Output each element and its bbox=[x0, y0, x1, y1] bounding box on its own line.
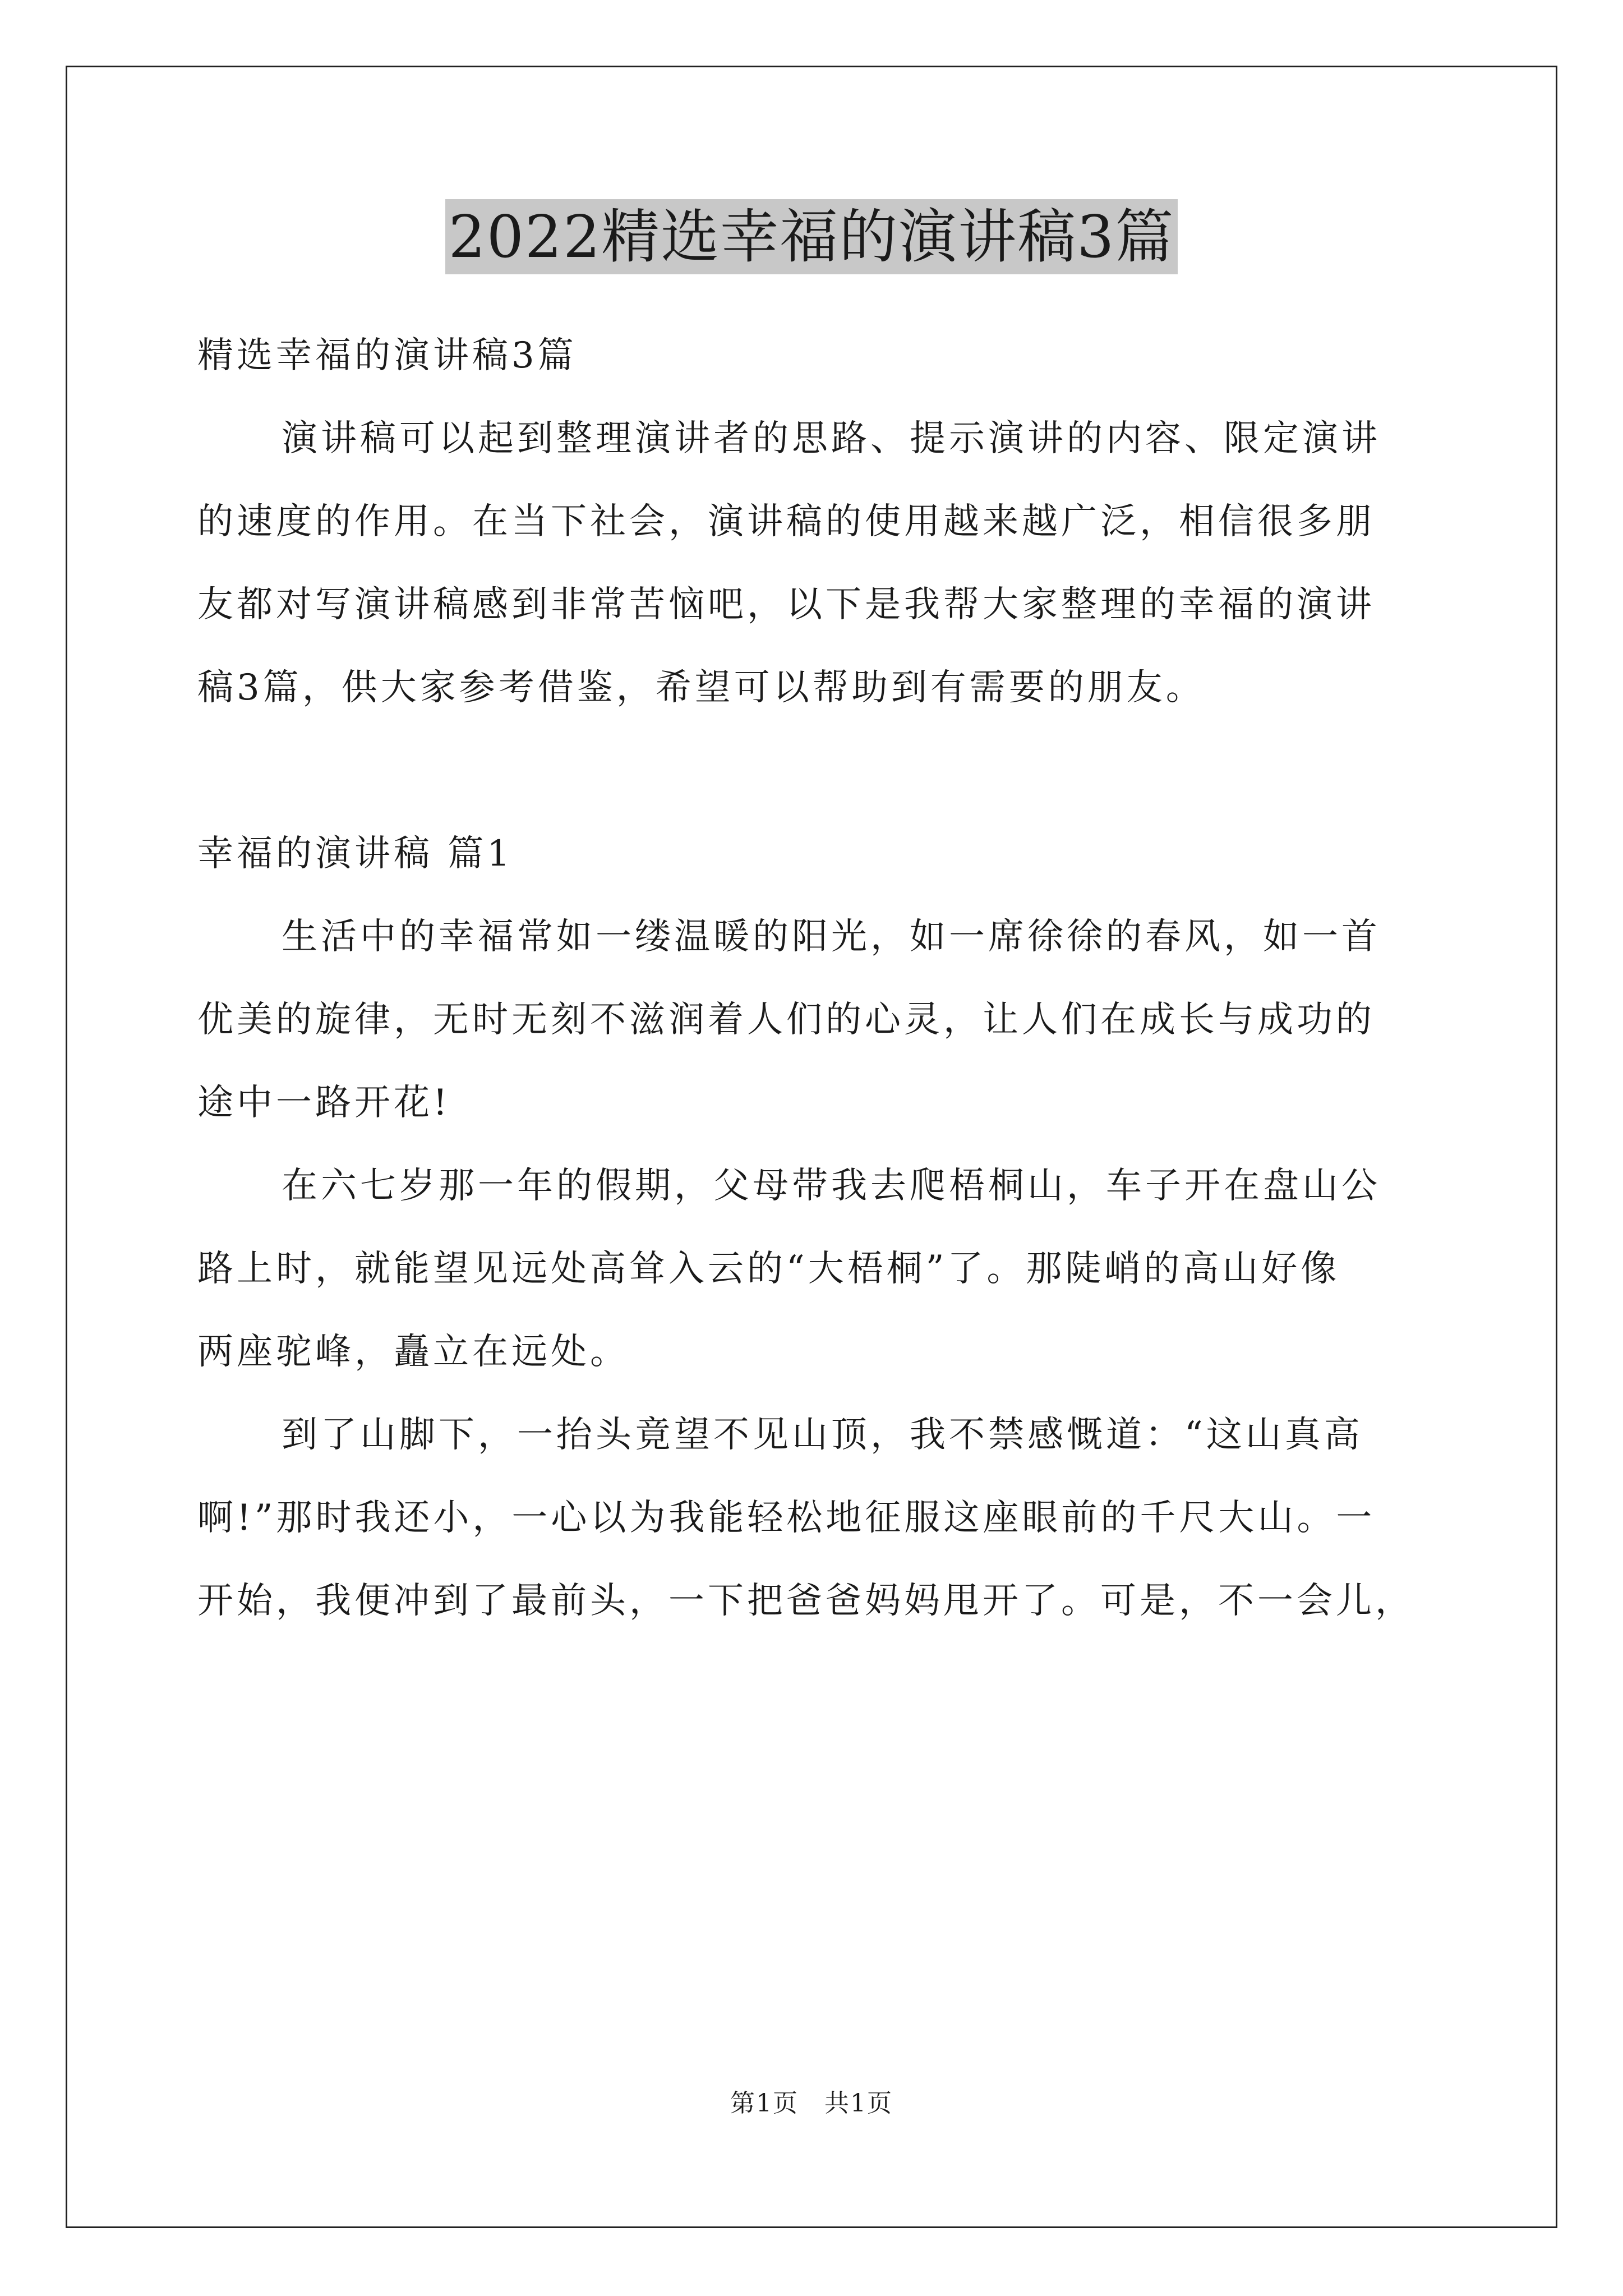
text-line: 生活中的幸福常如一缕温暖的阳光，如一席徐徐的春风，如一首 bbox=[282, 916, 1381, 958]
text-line: 演讲稿可以起到整理演讲者的思路、提示演讲的内容、限定演讲 bbox=[282, 418, 1381, 459]
section-heading: 幸福的演讲稿 篇1 bbox=[197, 833, 514, 875]
text-line: 友都对写演讲稿感到非常苦恼吧，以下是我帮大家整理的幸福的演讲 bbox=[197, 584, 1375, 625]
blank-line bbox=[197, 729, 1431, 812]
text-line: 途中一路开花! bbox=[197, 1082, 451, 1124]
text-line: 稿3篇，供大家参考借鉴，希望可以帮助到有需要的朋友。 bbox=[197, 667, 1205, 708]
paragraph-3 bbox=[197, 1393, 1431, 1642]
text-line: 的速度的作用。在当下社会，演讲稿的使用越来越广泛，相信很多朋 bbox=[197, 501, 1375, 542]
document-subtitle: 精选幸福的演讲稿3篇 bbox=[197, 335, 577, 376]
text-line: 路上时，就能望见远处高耸入云的“大梧桐”了。那陡峭的高山好像 bbox=[197, 1248, 1340, 1290]
text-line: 到了山脚下，一抬头竟望不见山顶，我不禁感慨道：“这山真高 bbox=[282, 1414, 1363, 1456]
document-title bbox=[0, 197, 1623, 276]
text-line: 优美的旋律，无时无刻不滋润着人们的心灵，让人们在成长与成功的 bbox=[197, 999, 1375, 1041]
document-title-text: 2022精选幸福的演讲稿3篇 bbox=[445, 199, 1178, 274]
intro-paragraph bbox=[197, 397, 1431, 729]
document-body bbox=[197, 314, 1431, 1642]
paragraph-2 bbox=[197, 1144, 1431, 1393]
paragraph-1 bbox=[197, 895, 1431, 1144]
page-footer: 第1页 共1页 bbox=[730, 2089, 893, 2118]
text-line: 开始，我便冲到了最前头，一下把爸爸妈妈甩开了。可是，不一会儿， bbox=[197, 1580, 1414, 1622]
text-line: 在六七岁那一年的假期，父母带我去爬梧桐山，车子开在盘山公 bbox=[282, 1165, 1381, 1207]
text-line: 啊!”那时我还小，一心以为我能轻松地征服这座眼前的千尺大山。一 bbox=[197, 1497, 1376, 1539]
text-line: 两座驼峰，矗立在远处。 bbox=[197, 1331, 629, 1373]
